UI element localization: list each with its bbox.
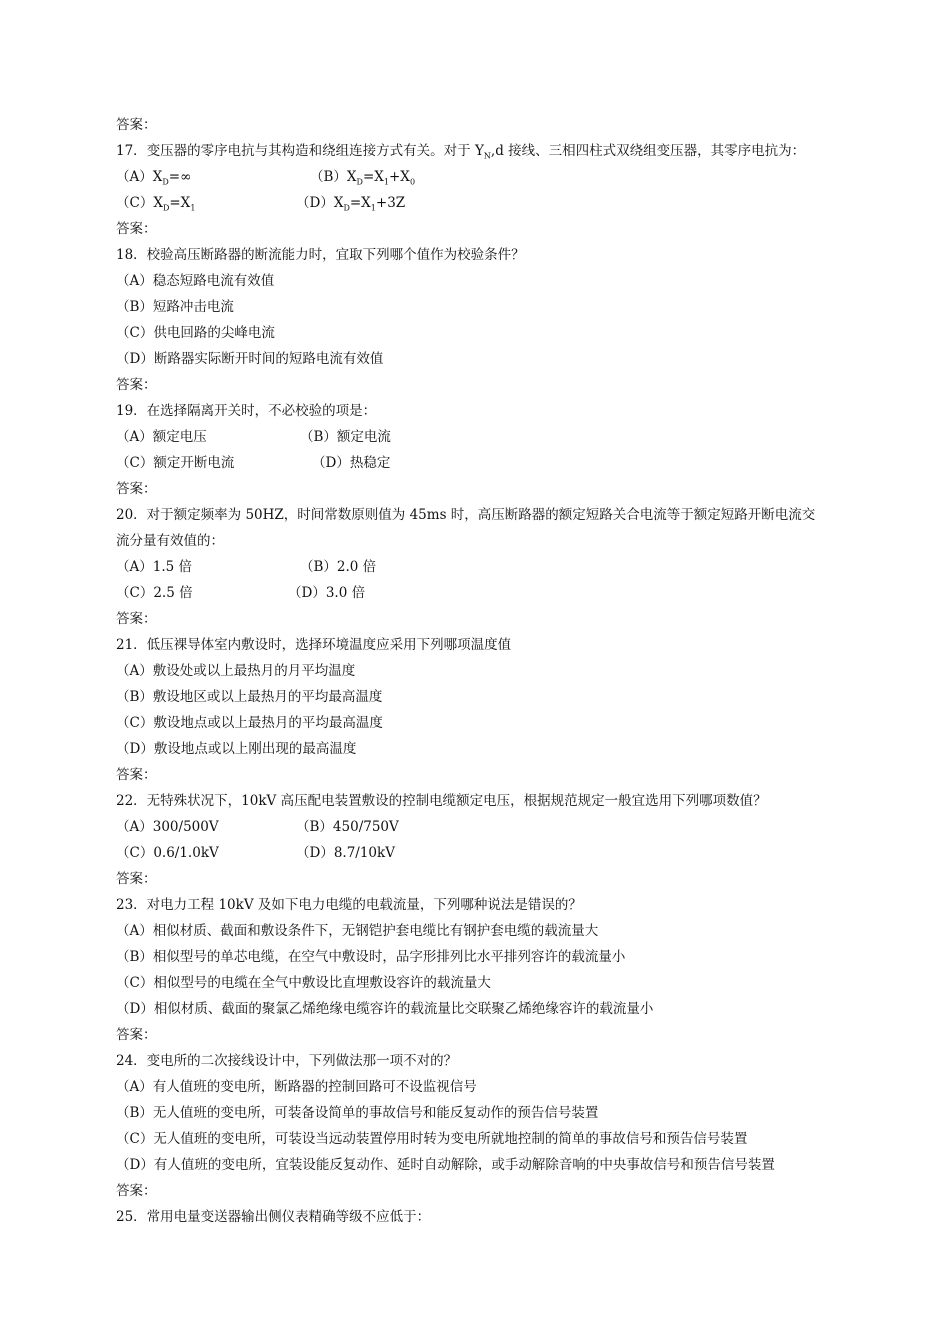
question-25: 25．常用电量变送器输出侧仪表精确等级不应低于： xyxy=(116,1209,431,1225)
q24-option-d: （D）有人值班的变电所，宜装设能反复动作、延时自动解除，或手动解除音响的中央事故信号和预告信号装置 xyxy=(116,1157,775,1173)
q17-option-a: $(A)X_D=\infty$ xyxy=(116,169,192,187)
q17-option-c: $(C)X_D=X_1$ xyxy=(116,195,196,213)
answer-label: 答案： xyxy=(116,611,157,627)
q22-option-a: （A）300/500V xyxy=(116,819,219,835)
q18-option-a: （A）稳态短路电流有效值 xyxy=(116,273,275,289)
q19-options-row-2 xyxy=(116,450,846,476)
q23-option-a: （A）相似材质、截面和敷设条件下，无钢铠护套电缆比有钢护套电缆的载流量大 xyxy=(116,923,599,939)
q24-option-c: （C）无人值班的变电所，可装设当远动装置停用时转为变电所就地控制的简单的事故信号和预告信号装置 xyxy=(116,1131,748,1147)
q19-options-row-1 xyxy=(116,424,846,450)
q19-option-a: （A）额定电压 xyxy=(116,429,207,445)
q23-option-d: （D）相似材质、截面的聚氯乙烯绝缘电缆容许的载流量比交联聚乙烯绝缘容许的载流量小 xyxy=(116,1001,654,1017)
q19-option-d: （D）热稳定 xyxy=(312,455,391,471)
q24-option-a: （A）有人值班的变电所，断路器的控制回路可不设监视信号 xyxy=(116,1079,477,1095)
question-23: 23．对电力工程 10kV 及如下电力电缆的电载流量，下列哪种说法是错误的？ xyxy=(116,897,582,913)
q17-option-b: $(B)X_D=X_1+X_0$ xyxy=(310,169,416,187)
q22-option-d: （D）8.7/10kV xyxy=(296,845,395,861)
q22-options-row-2 xyxy=(116,840,846,866)
q18-option-c: （C）供电回路的尖峰电流 xyxy=(116,325,275,341)
q20-option-c: （C）2.5 倍 xyxy=(116,585,193,601)
answer-label: 答案： xyxy=(116,1027,157,1043)
q20-option-b: （B）2.0 倍 xyxy=(300,559,377,575)
q21-option-c: （C）敷设地点或以上最热月的平均最高温度 xyxy=(116,715,383,731)
answer-label: 答案： xyxy=(116,481,157,497)
answer-label: 答案： xyxy=(116,767,157,783)
question-18: 18．校验高压断路器的断流能力时，宜取下列哪个值作为校验条件？ xyxy=(116,247,525,263)
q17-option-d: $(D)X_D=X_1+3Z$ xyxy=(296,195,406,213)
q20-option-d: （D）3.0 倍 xyxy=(288,585,366,601)
q24-option-b: （B）无人值班的变电所，可装备设简单的事故信号和能反复动作的预告信号装置 xyxy=(116,1105,599,1121)
question-21: 21．低压裸导体室内敷设时，选择环境温度应采用下列哪项温度值 xyxy=(116,637,512,653)
question-20-line-1: 20．对于额定频率为 50HZ，时间常数原则值为 45ms 时，高压断路器的额定短路关合电流等于额定短路开断电流交 xyxy=(116,507,816,523)
q23-option-b: （B）相似型号的单芯电缆，在空气中敷设时，品字形排列比水平排列容许的载流量小 xyxy=(116,949,626,965)
q20-option-a: （A）1.5 倍 xyxy=(116,559,193,575)
question-22: 22．无特殊状况下，10kV 高压配电装置敷设的控制电缆额定电压，根据规范规定一般宜选用下列哪项数值？ xyxy=(116,793,767,809)
question-list xyxy=(116,112,846,1230)
q21-option-a: （A）敷设处或以上最热月的月平均温度 xyxy=(116,663,356,679)
q17-options-row-1 xyxy=(116,164,846,190)
q17-options-row-2 xyxy=(116,190,846,216)
q18-option-b: （B）短路冲击电流 xyxy=(116,299,234,315)
question-24: 24．变电所的二次接线设计中，下列做法那一项不对的？ xyxy=(116,1053,458,1069)
question-19: 19．在选择隔离开关时，不必校验的项是： xyxy=(116,403,377,419)
q22-options-row-1 xyxy=(116,814,846,840)
q20-options-row-2 xyxy=(116,580,846,606)
q22-option-b: （B）450/750V xyxy=(296,819,399,835)
question-20-line-2: 流分量有效值的： xyxy=(116,533,224,549)
question-17: 17．变压器的零序电抗与其构造和绕组连接方式有关。对于 $Y_N,d$ 接线、三相四柱式双绕组变压器，其零序电抗为： xyxy=(116,143,806,161)
q21-option-b: （B）敷设地区或以上最热月的平均最高温度 xyxy=(116,689,383,705)
q18-option-d: （D）断路器实际断开时间的短路电流有效值 xyxy=(116,351,384,367)
q19-option-b: （B）额定电流 xyxy=(300,429,391,445)
answer-label: 答案： xyxy=(116,1183,157,1199)
q20-options-row-1 xyxy=(116,554,846,580)
q22-option-c: （C）0.6/1.0kV xyxy=(116,845,219,861)
q23-option-c: （C）相似型号的电缆在全气中敷设比直埋敷设容许的载流量大 xyxy=(116,975,491,991)
answer-label: 答案： xyxy=(116,221,157,237)
q19-option-c: （C）额定开断电流 xyxy=(116,455,235,471)
answer-label: 答案： xyxy=(116,377,157,393)
answer-label: 答案： xyxy=(116,117,157,133)
answer-label: 答案： xyxy=(116,871,157,887)
q21-option-d: （D）敷设地点或以上刚出现的最高温度 xyxy=(116,741,357,757)
